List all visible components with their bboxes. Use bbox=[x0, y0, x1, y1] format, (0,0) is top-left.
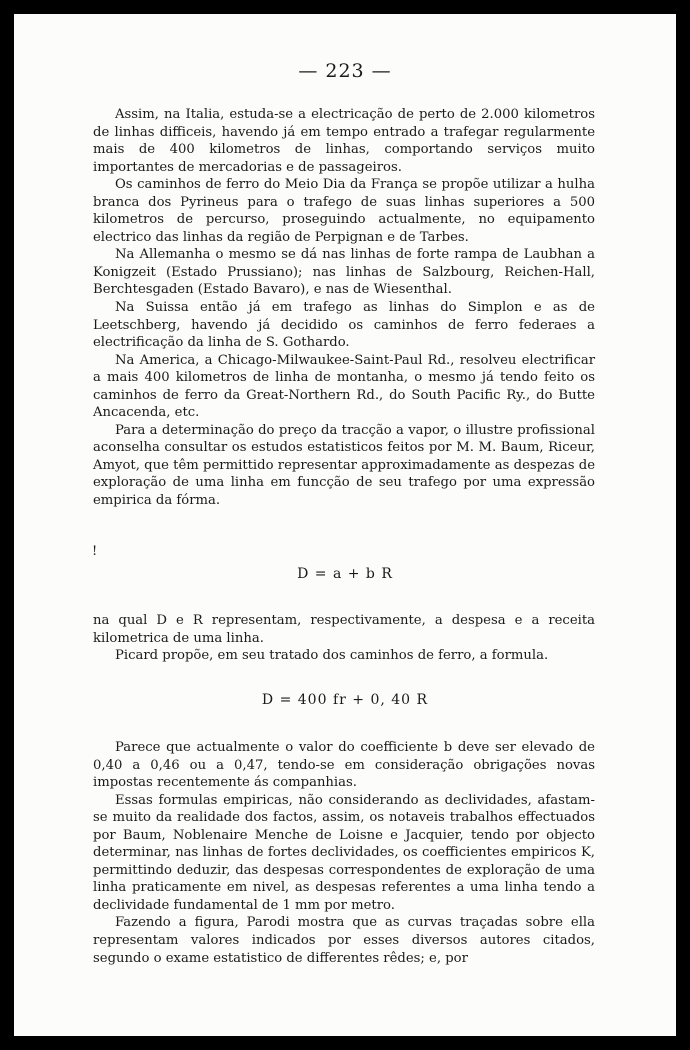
paragraph-germany: Na Allemanha o mesmo se dá nas linhas de forte rampa de Laubhan a Konigzeit (Estado Prussiano); nas linhas de Salzbourg, Reichen-Hall, Berchtesgaden (Estado Bavaro), e nas de Wiesenthal. bbox=[93, 247, 595, 298]
page-number: — 223 — bbox=[298, 60, 392, 82]
paragraph-america: Na America, a Chicago-Milwaukee-Saint-Paul Rd., resolveu electrificar a mais 400 kilometros de linha de montanha, o mesmo já tendo feito os caminhos de ferro da Great-Northern Rd., do South Pacific Ry., do Butte Ancacenda, etc. bbox=[93, 352, 595, 421]
paragraph-switzerland: Na Suissa então já em trafego as linhas do Simplon e as de Leetschberg, havendo já decidido os caminhos de ferro federaes a electrificação da linha de S. Gothardo. bbox=[93, 300, 595, 351]
body-section-1 bbox=[93, 106, 595, 510]
paragraph-empirical-formulas: Essas formulas empiricas, não considerando as declividades, afastam-se muito da realidade dos factos, assim, os notaveis trabalhos effectuados por Baum, Noblenaire Menche de Loisne e Jacquier, tendo por objecto determinar, nas linhas de fortes declividades, os coefficientes empiricos K, permittindo deduzir, das despesas correspondentes de exploração de uma linha praticamente em nivel, as despesas referentes a uma linha tendo a declividade fundamental de 1 mm por metro. bbox=[93, 792, 595, 913]
paragraph-definition: na qual D e R representam, respectivamente, a despesa e a receita kilometrica de uma linha. bbox=[93, 613, 595, 646]
formula-2: D = 400 fr + 0, 40 R bbox=[261, 692, 429, 708]
paragraph-parodi: Fazendo a figura, Parodi mostra que as curvas traçadas sobre ella representam valores indicados por esses diversos autores citados, segundo o exame estatistico de differentes rêdes; e, por bbox=[93, 915, 595, 966]
paragraph-steam-traction: Para a determinação do preço da tracção a vapor, o illustre profissional aconselha consultar os estudos estatisticos feitos por M. M. Baum, Riceur, Amyot, que têm permittido representar approximadamente as despezas de exploração de uma linha em funcção de seu trafego por uma expressão empirica da fórma. bbox=[93, 422, 595, 509]
paragraph-italy: Assim, na Italia, estuda-se a electricação de perto de 2.000 kilometros de linhas difficeis, havendo já em tempo entrado a trafegar regularmente mais de 400 kilometros de linhas, comportando serviços muito importantes de mercadorias e de passageiros. bbox=[93, 107, 595, 175]
paragraph-france: Os caminhos de ferro do Meio Dia da França se propõe utilizar a hulha branca dos Pyrineus para o trafego de suas linhas superiores a 500 kilometros de percurso, proseguindo actualmente, no equipamento electrico das linhas da região de Perpignan e de Tarbes. bbox=[93, 177, 595, 245]
formula-1: D = a + b R bbox=[297, 566, 393, 582]
body-section-3 bbox=[93, 739, 595, 967]
paragraph-coefficient: Parece que actualmente o valor do coefficiente b deve ser elevado de 0,40 a 0,46 ou a 0,47, tendo-se em consideração obrigações novas impostas recentemente ás companhias. bbox=[93, 740, 595, 791]
stray-mark: ! bbox=[92, 544, 98, 559]
paragraph-picard: Picard propõe, em seu tratado dos caminhos de ferro, a formula. bbox=[115, 648, 549, 664]
body-section-2 bbox=[93, 612, 595, 665]
document-page bbox=[14, 14, 676, 1036]
